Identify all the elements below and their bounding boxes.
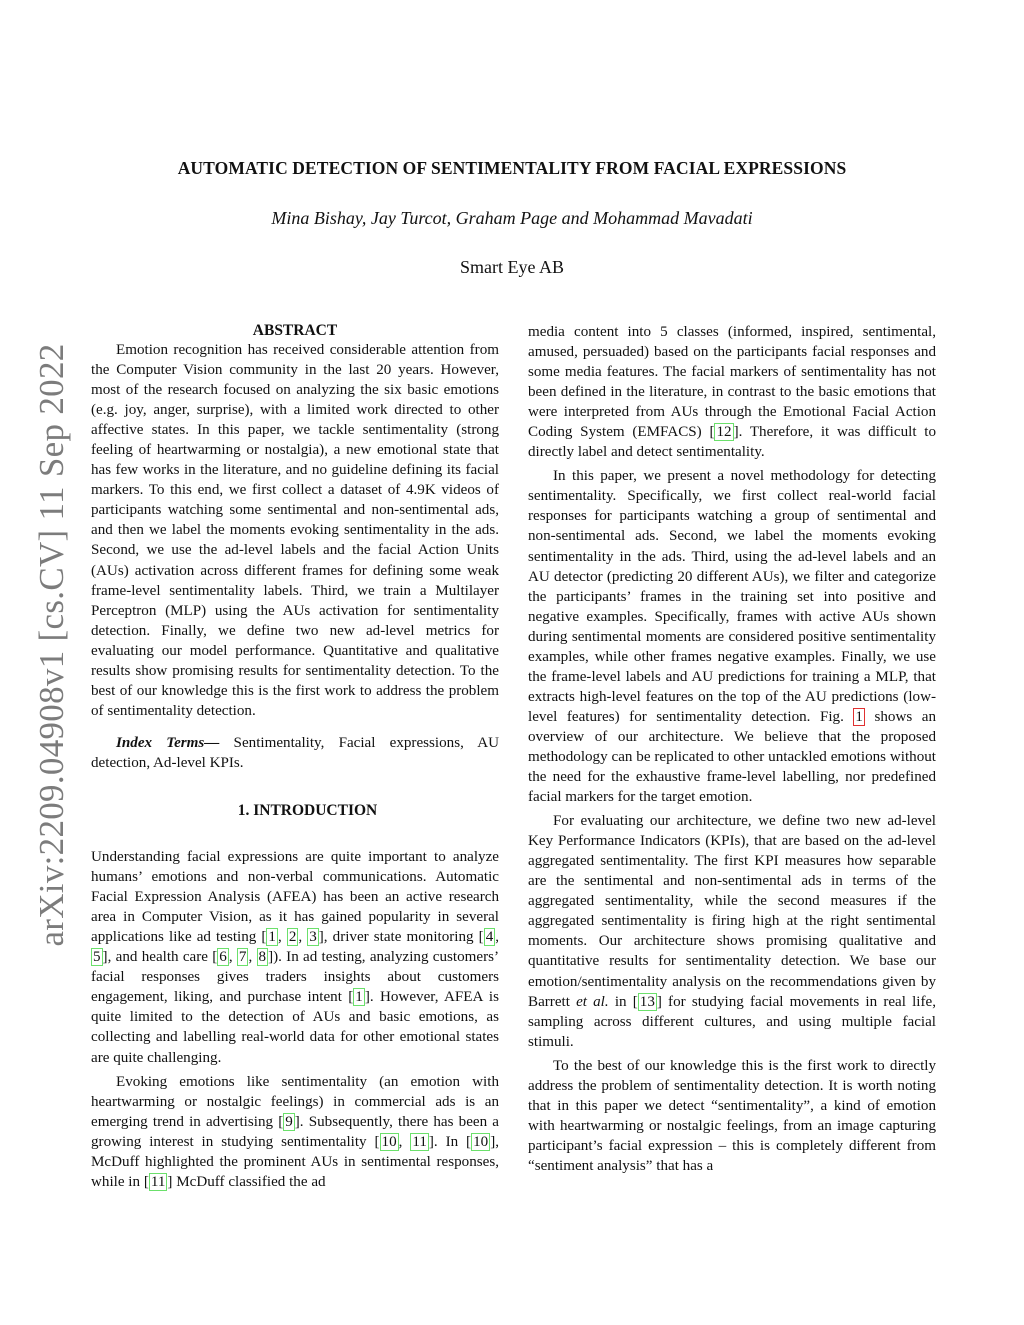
index-terms-label: Index Terms—: [116, 734, 220, 751]
citation-link[interactable]: 7: [238, 949, 247, 966]
abstract-heading: ABSTRACT: [252, 322, 338, 339]
citation-link[interactable]: 11: [412, 1133, 427, 1150]
intro-paragraph-6: To the best of our knowledge this is the first work to directly address the problem of sentimentality detection. It is worth noting that in this paper we detect “sentimentality”, a kind of emotion with heartwarming or nostalgic feelings, from an image capturing participant’s facial expression – this is completely different from “sentiment analysis” that has a: [528, 1057, 936, 1174]
citation-link[interactable]: 10: [381, 1133, 397, 1150]
citation-link[interactable]: 12: [716, 424, 732, 441]
index-terms: [91, 733, 499, 773]
citation-link[interactable]: 5: [93, 949, 101, 966]
paper-title: AUTOMATIC DETECTION OF SENTIMENTALITY FROM FACIAL EXPRESSIONS: [177, 158, 847, 178]
left-column: [91, 340, 499, 1192]
citation-link[interactable]: 1: [268, 929, 276, 946]
citation-link[interactable]: 9: [285, 1113, 293, 1130]
citation-link[interactable]: 10: [473, 1133, 489, 1150]
intro-paragraph-2: Evoking emotions like sentimentality (an emotion with heartwarming or nostalgic feelings) in commercial ads is an emerging trend in advertising [ 9 ]. Subsequently, there has been a growing interest in studying sentimentality [ 10 , 11 ]. In [ 10 ], McDuff highlighted the prominent AUs in sentimental responses, while in [ 11 ] McDuff classified the ad: [91, 1073, 499, 1190]
index-terms-text: Sentimentality, Facial expressions, AU detection, Ad-level KPIs.: [91, 734, 499, 771]
author-list: Mina Bishay, Jay Turcot, Graham Page and Mohammad Mavadati: [271, 208, 753, 228]
citation-link[interactable]: 1: [355, 989, 363, 1006]
intro-paragraph-5: For evaluating our architecture, we define two new ad-level Key Performance Indicators (KPIs), that are based on the ad-level aggregated sentimentality. The first KPI measures how separable are the sentimental and non-sentimental ads in terms of the aggregated sentimentality, while the second measures if the aggregated sentimentality is firing high at the right sentimental moments. Our architecture shows promising qualitative and quantitative results for sentimentality detection. We base our emotion/sentimentality analysis on the recommendations given by Barrett et al. in [ 13 ] for studying facial movements in real life, sampling across different cultures, and using multiple facial stimuli.: [528, 813, 936, 1050]
intro-paragraph-3: media content into 5 classes (informed, inspired, sentimental, amused, persuaded) based on the participants facial responses and some media features. The facial markers of sentimentality has not been defined in the literature, in contrast to the basic emotions that were interpreted from AUs through the Emotional Facial Action Coding System (EMFACS) [ 12 ]. Therefore, it was difficult to directly label and detect sentimentality.: [528, 324, 936, 461]
abstract-text: Emotion recognition has received considerable attention from the Computer Vision community in the last 20 years. However, most of the research focused on analyzing the six basic emotions (e.g. joy, anger, surprise), with a limited work directed to other affective states. In this paper, we tackle sentimentality (strong feeling of heartwarming or nostalgia), a new emotional state that has few works in the literature, and no guideline defining its facial markers. To this end, we first collect a dataset of 4.9K videos of participants watching some sentimental and non-sentimental ads, and then we label the moments evoking sentimentality in the ads. Second, we use the ad-level labels and the facial Action Units (AUs) activation across different frames for defining some weak frame-level sentimentality labels. Third, we train a Multilayer Perceptron (MLP) using the AUs activation for sentimentality detection. Finally, we define two new ad-level metrics for evaluating our model performance. Quantitative and qualitative results show promising results for sentimentality detection. To the best of our knowledge this is the first work to address the problem of sentimentality detection.: [91, 342, 499, 719]
citation-link[interactable]: 2: [288, 929, 297, 946]
citation-link[interactable]: 3: [309, 929, 317, 946]
citation-link[interactable]: 4: [485, 929, 494, 946]
arxiv-stamp: arXiv:2209.04908v1 [cs.CV] 11 Sep 2022: [32, 343, 71, 947]
citation-link[interactable]: 11: [150, 1173, 166, 1190]
figure-link[interactable]: 1: [855, 708, 863, 725]
right-column: [528, 322, 936, 1176]
intro-paragraph-1: Understanding facial expressions are quite important to analyze humans’ emotions and non-verbal communications. Automatic Facial Expression Analysis (AFEA) has been an active research area in Computer Vision, as it has gained popularity in several applications like ad testing [ 1 , 2 , 3 ], driver state monitoring [ 4 , 5 ], and health care [ 6 , 7 , 8 ]). In ad testing, analyzing customers’ facial responses gives traders insights about customers engagement, liking, and purchase intent [ 1 ]. However, AFEA is quite limited to the detection of AUs and basic emotions, as collecting and labelling real-world data for other emotional states are quite challenging.: [91, 849, 500, 1066]
citation-link[interactable]: 13: [639, 993, 655, 1010]
citation-link[interactable]: 6: [219, 949, 227, 966]
affiliation: Smart Eye AB: [460, 257, 564, 277]
intro-paragraph-4: In this paper, we present a novel methodology for detecting sentimentality. Specifically, we first collect real-world facial responses for participants watching a group of sentimental and non-sentimental ads. Second, we label the moments evoking sentimentality in the ads. Third, using the ad-level labels and an AU detector (predicting 20 different AUs), we filter and categorize the participants’ frames in the training set into positive and negative examples. Specifically, frames with active AUs shown during sentimental moments are considered positive sentimentality examples, while other frames negative examples. Finally, we use the frame-level labels and AU predictions for training a MLP, that extracts high-level features on the top of the AU predictions (low-level features) for sentimentality detection. Fig. 1 shows an overview of our architecture. We believe that the proposed methodology can be replicated to other untackled emotions without the need for the exhaustive frame-level labelling, nor predefined facial markers for the target emotion.: [528, 468, 936, 806]
citation-link[interactable]: 8: [258, 949, 267, 966]
introduction-heading: 1. INTRODUCTION: [237, 801, 378, 819]
